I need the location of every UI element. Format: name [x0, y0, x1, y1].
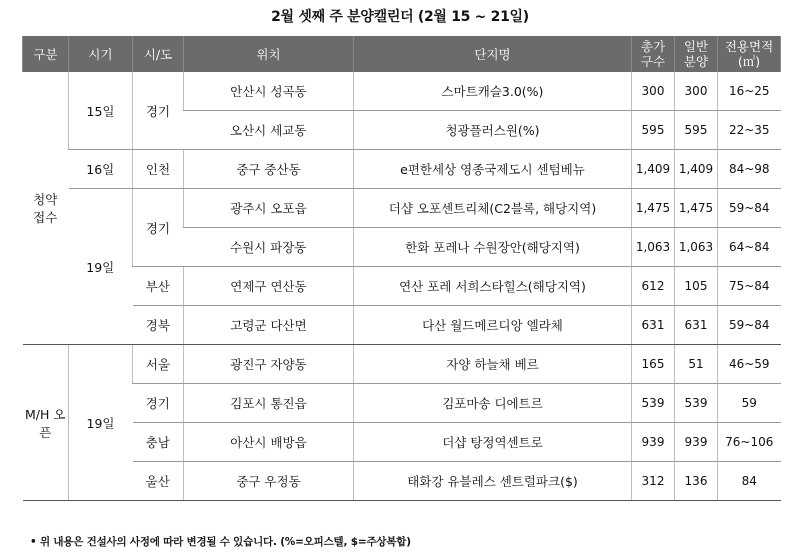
general-sale-cell: 1,475	[675, 189, 718, 228]
total-units-cell: 612	[632, 267, 675, 306]
complex-cell: 다산 월드메르디앙 엘라체	[354, 306, 632, 345]
total-units-cell: 1,475	[632, 189, 675, 228]
general-sale-cell: 136	[675, 462, 718, 501]
header-total-units	[632, 36, 675, 72]
header-province: 시/도	[133, 36, 184, 72]
header-total-units-line2: 구수	[640, 54, 666, 69]
table-row	[23, 384, 781, 423]
table-row	[23, 306, 781, 345]
province-cell: 경기	[133, 72, 184, 150]
header-area	[718, 36, 781, 72]
general-sale-cell: 539	[675, 384, 718, 423]
province-cell: 충남	[133, 423, 184, 462]
group-label-line2: 접수	[33, 210, 58, 225]
area-cell: 84~98	[718, 150, 781, 189]
general-sale-cell: 1,409	[675, 150, 718, 189]
header-row	[23, 36, 781, 72]
total-units-cell: 595	[632, 111, 675, 150]
group-model-house-open	[23, 345, 69, 501]
group-label-line1: 청약	[33, 192, 58, 207]
header-complex: 단지명	[354, 36, 632, 72]
area-cell: 16~25	[718, 72, 781, 111]
date-cell: 15일	[69, 72, 133, 150]
location-cell: 안산시 성곡동	[184, 72, 354, 111]
location-cell: 중구 우정동	[184, 462, 354, 501]
date-cell: 19일	[69, 345, 133, 501]
table-row	[23, 423, 781, 462]
total-units-cell: 1,409	[632, 150, 675, 189]
group-label-line1: M/H 오	[25, 406, 66, 422]
area-cell: 59~84	[718, 306, 781, 345]
general-sale-cell: 939	[675, 423, 718, 462]
header-total-units-line1: 총가	[640, 39, 666, 54]
general-sale-cell: 1,063	[675, 228, 718, 267]
header-category: 구분	[23, 36, 69, 72]
location-cell: 아산시 배방읍	[184, 423, 354, 462]
complex-cell: 태화강 유블레스 센트럴파크($)	[354, 462, 632, 501]
area-cell: 76~106	[718, 423, 781, 462]
area-cell: 75~84	[718, 267, 781, 306]
table-row	[23, 462, 781, 501]
date-cell: 19일	[69, 189, 133, 345]
header-date: 시기	[69, 36, 133, 72]
header-general-sale-line2: 분양	[683, 54, 709, 69]
page-title: 2월 셋째 주 분양캘린더 (2월 15 ~ 21일)	[271, 9, 529, 25]
general-sale-cell: 51	[675, 345, 718, 384]
total-units-cell: 939	[632, 423, 675, 462]
general-sale-cell: 105	[675, 267, 718, 306]
general-sale-cell: 300	[675, 72, 718, 111]
location-cell: 수원시 파장동	[184, 228, 354, 267]
area-cell: 59~84	[718, 189, 781, 228]
complex-cell: e편한세상 영종국제도시 센텀베뉴	[354, 150, 632, 189]
location-cell: 중구 중산동	[184, 150, 354, 189]
general-sale-cell: 631	[675, 306, 718, 345]
area-cell: 46~59	[718, 345, 781, 384]
footnote: • 위 내용은 건설사의 사정에 따라 변경될 수 있습니다. (%=오피스텔, $=주상복합)	[30, 536, 411, 548]
province-cell: 인천	[133, 150, 184, 189]
province-cell: 서울	[133, 345, 184, 384]
complex-cell: 자양 하늘채 베르	[354, 345, 632, 384]
total-units-cell: 631	[632, 306, 675, 345]
complex-cell: 연산 포레 서희스타힐스(해당지역)	[354, 267, 632, 306]
header-area-line2: (㎡)	[737, 54, 761, 69]
date-cell: 16일	[69, 150, 133, 189]
location-cell: 오산시 세교동	[184, 111, 354, 150]
table-row	[23, 189, 781, 228]
area-cell: 22~35	[718, 111, 781, 150]
location-cell: 김포시 통진읍	[184, 384, 354, 423]
complex-cell: 청광플러스원(%)	[354, 111, 632, 150]
total-units-cell: 312	[632, 462, 675, 501]
header-location: 위치	[184, 36, 354, 72]
total-units-cell: 539	[632, 384, 675, 423]
table-row	[23, 150, 781, 189]
province-cell: 경북	[133, 306, 184, 345]
header-general-sale-line1: 일반	[683, 39, 709, 54]
complex-cell: 김포마송 디에트르	[354, 384, 632, 423]
complex-cell: 더샵 탕정역센트로	[354, 423, 632, 462]
location-cell: 연제구 연산동	[184, 267, 354, 306]
table-row	[23, 72, 781, 111]
province-cell: 울산	[133, 462, 184, 501]
table-row	[23, 345, 781, 384]
location-cell: 광주시 오포읍	[184, 189, 354, 228]
area-cell: 84	[718, 462, 781, 501]
province-cell: 부산	[133, 267, 184, 306]
complex-cell: 한화 포레나 수원장안(해당지역)	[354, 228, 632, 267]
total-units-cell: 300	[632, 72, 675, 111]
sales-calendar-table	[22, 36, 781, 501]
general-sale-cell: 595	[675, 111, 718, 150]
group-subscription	[23, 72, 69, 345]
group-label-line2: 픈	[39, 424, 52, 440]
header-general-sale	[675, 36, 718, 72]
province-cell: 경기	[133, 189, 184, 267]
area-cell: 64~84	[718, 228, 781, 267]
province-cell: 경기	[133, 384, 184, 423]
table-row	[23, 267, 781, 306]
complex-cell: 스마트캐슬3.0(%)	[354, 72, 632, 111]
header-area-line1: 전용면적	[724, 39, 774, 54]
area-cell: 59	[718, 384, 781, 423]
total-units-cell: 165	[632, 345, 675, 384]
total-units-cell: 1,063	[632, 228, 675, 267]
location-cell: 광진구 자양동	[184, 345, 354, 384]
location-cell: 고령군 다산면	[184, 306, 354, 345]
complex-cell: 더샵 오포센트리체(C2블록, 해당지역)	[354, 189, 632, 228]
